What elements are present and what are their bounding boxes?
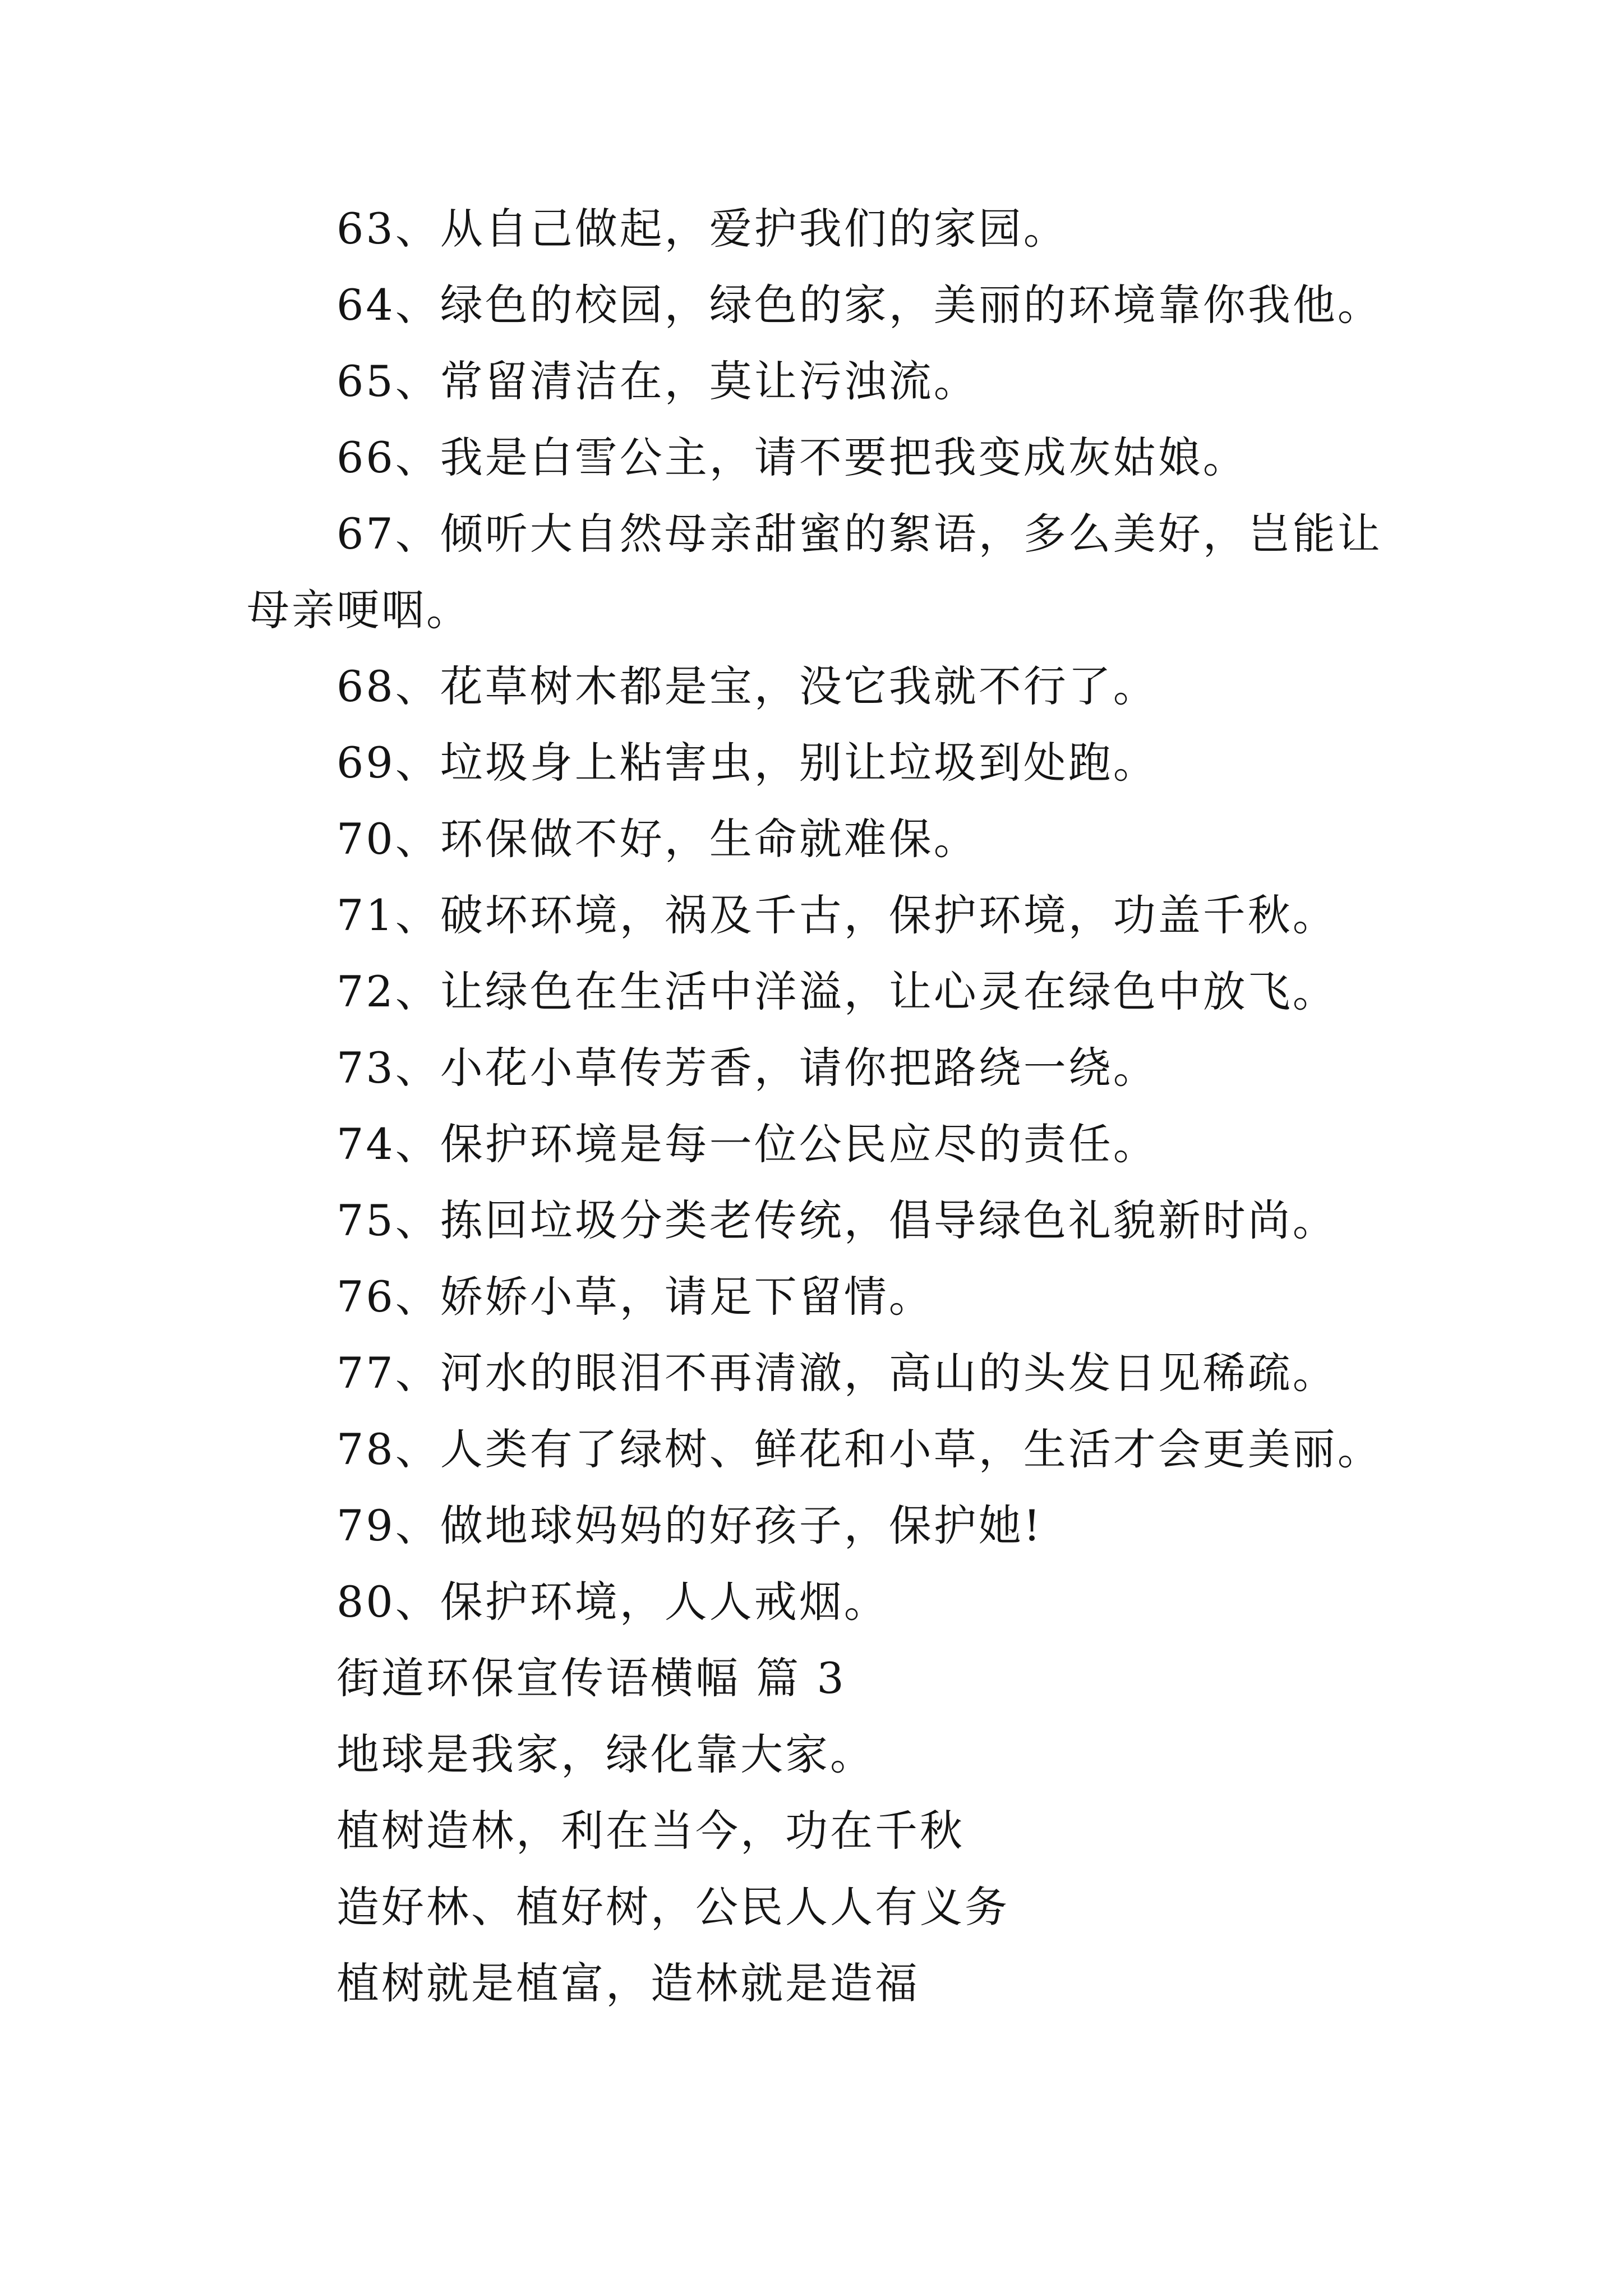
list-item: 65、常留清洁在，莫让污浊流。 <box>336 356 979 406</box>
section-line: 造好林、植好树，公民人人有义务 <box>336 1882 1009 1932</box>
list-item: 63、从自己做起，爱护我们的家园。 <box>336 204 1068 254</box>
section-line: 植树造林，利在当今，功在千秋 <box>336 1806 965 1856</box>
list-item: 74、保护环境是每一位公民应尽的责任。 <box>336 1119 1158 1169</box>
list-item: 75、拣回垃圾分类老传统，倡导绿色礼貌新时尚。 <box>336 1195 1338 1245</box>
list-item: 66、我是白雪公主，请不要把我变成灰姑娘。 <box>336 432 1248 482</box>
document-body <box>247 191 1391 2022</box>
section-heading: 街道环保宣传语横幅 篇 3 <box>336 1653 846 1703</box>
list-item: 78、人类有了绿树、鲜花和小草，生活才会更美丽。 <box>336 1424 1382 1474</box>
list-item: 69、垃圾身上粘害虫，别让垃圾到处跑。 <box>336 738 1158 788</box>
list-item: 72、让绿色在生活中洋溢，让心灵在绿色中放飞。 <box>336 967 1338 1016</box>
list-item: 73、小花小草传芳香，请你把路绕一绕。 <box>336 1043 1158 1093</box>
list-item: 71、破坏环境，祸及千古，保护环境，功盖千秋。 <box>336 890 1338 940</box>
list-item: 77、河水的眼泪不再清澈，高山的头发日见稀疏。 <box>336 1348 1338 1398</box>
list-item: 70、环保做不好，生命就难保。 <box>336 814 979 864</box>
section-line: 植树就是植富，造林就是造福 <box>336 1958 920 2008</box>
list-item: 68、花草树木都是宝，没它我就不行了。 <box>336 661 1158 711</box>
list-item: 79、做地球妈妈的好孩子，保护她! <box>336 1501 1043 1550</box>
list-item: 67、倾听大自然母亲甜蜜的絮语，多么美好，岂能让母亲哽咽。 <box>247 509 1382 635</box>
list-item: 80、保护环境，人人戒烟。 <box>336 1577 889 1627</box>
list-item: 76、娇娇小草，请足下留情。 <box>336 1272 934 1322</box>
section-line: 地球是我家，绿化靠大家。 <box>336 1729 875 1779</box>
list-item: 64、绿色的校园，绿色的家，美丽的环境靠你我他。 <box>336 280 1382 330</box>
